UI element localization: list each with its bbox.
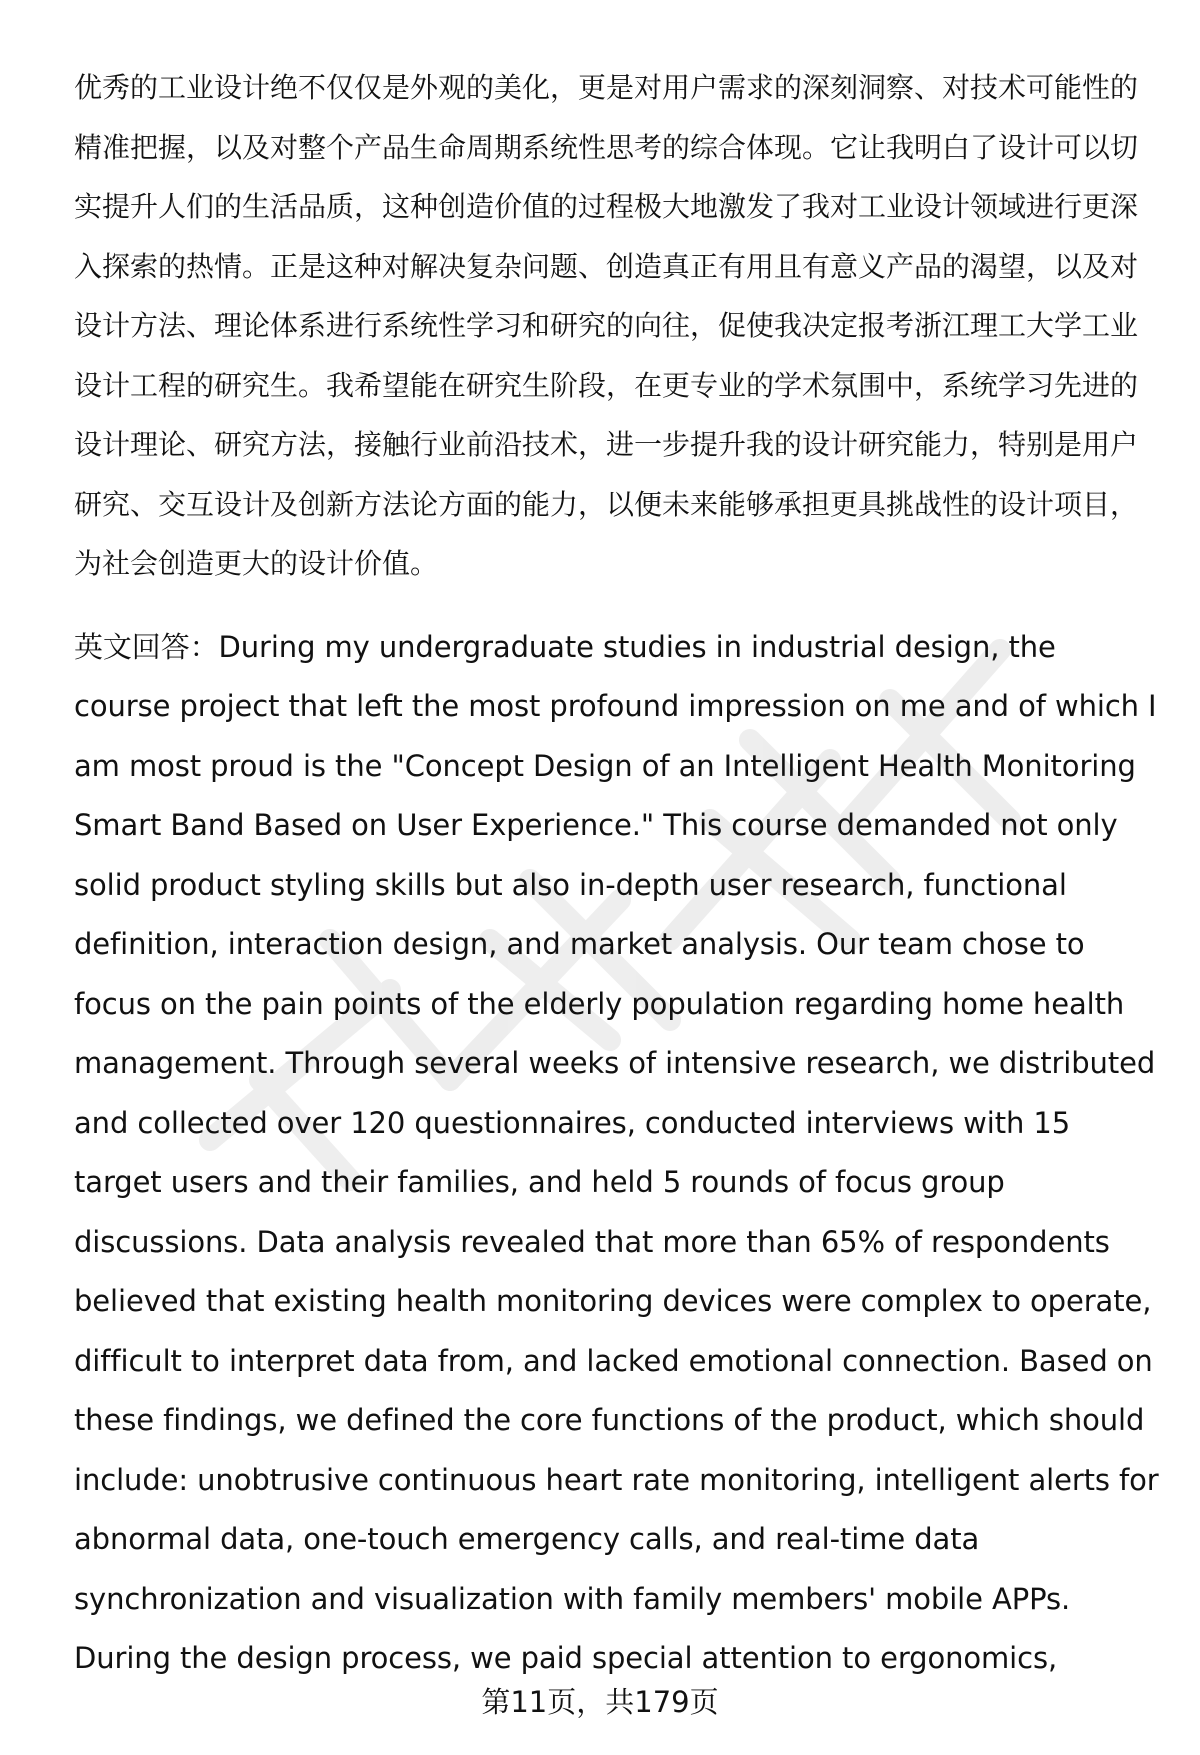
english-answer-label: 英文回答： (74, 629, 219, 664)
chinese-paragraph: 优秀的工业设计绝不仅仅是外观的美化，更是对用户需求的深刻洞察、对技术可能性的精准把握，以及对整个产品生命周期系统性思考的综合体现。它让我明白了设计可以切实提升人们的生活品质，这种创造价值的过程极大地激发了我对工业设计领域进行更深入探索的热情。正是这种对解决复杂问题、创造真正有用且有意义产品的渴望，以及对设计方法、理论体系进行系统性学习和研究的向往，促使我决定报考浙江理工大学工业设计工程的研究生。我希望能在研究生阶段，在更专业的学术氛围中，系统学习先进的设计理论、研究方法，接触行业前沿技术，进一步提升我的设计研究能力，特别是用户研究、交互设计及创新方法论方面的能力，以便未来能够承担更具挑战性的设计项目，为社会创造更大的设计价值。 (74, 71, 1139, 580)
page-content (74, 58, 1160, 1689)
english-answer-text: During my undergraduate studies in industrial design, the course project that left the most profound impression on me and of which I am most proud is the "Concept Design of an Intelligent Health Monitoring Smart Band Based on User Experience." This course demanded not only solid product styling skills but also in-depth user research, functional definition, interaction design, and market analysis. Our team chose to focus on the pain points of the elderly population regarding home health management. Through several weeks of intensive research, we distributed and collected over 120 questionnaires, conducted interviews with 15 target users and their families, and held 5 rounds of focus group discussions. Data analysis revealed that more than 65% of respondents believed that existing health monitoring devices were complex to operate, difficult to interpret data from, and lacked emotional connection. Based on these findings, we defined the core functions of the product, which should include: unobtrusive continuous heart rate monitoring, intelligent alerts for abnormal data, one-touch emergency calls, and real-time data synchronization and visualization with family members' mobile APPs. During the design process, we paid special attention to ergonomics, (74, 629, 1159, 1675)
page-indicator: 第11页，共179页 (481, 1685, 719, 1719)
english-answer-paragraph (74, 618, 1160, 1689)
